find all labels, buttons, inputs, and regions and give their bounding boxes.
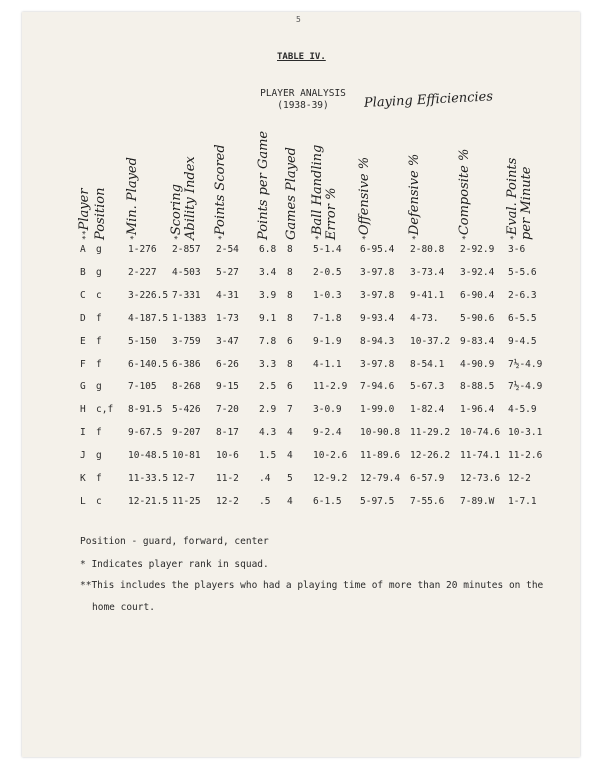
cell-defensive: 11-29.2 (410, 427, 451, 439)
cell-offensive: 9-93.4 (360, 312, 395, 324)
cell-ball: 12-9.2 (313, 473, 348, 484)
page-number: 5 (296, 15, 301, 24)
cell-min_played: 12-21.5 (128, 495, 169, 507)
cell-player: C (80, 289, 86, 301)
cell-offensive: 8-94.3 (360, 335, 395, 347)
cell-eval: 5-5.6 (508, 266, 537, 278)
cell-games: 8 (287, 312, 293, 324)
cell-ppg: 2.5 (259, 381, 277, 393)
cell-scoring: 1-1383 (172, 312, 207, 324)
column-header-marker: * (509, 235, 518, 240)
cell-scoring: 9-207 (172, 427, 201, 439)
cell-offensive: 3-97.8 (360, 358, 395, 370)
cell-position: g (96, 244, 102, 255)
column-header-label: Games Played (284, 147, 299, 240)
column-header-min_played (126, 157, 140, 240)
cell-games: 6 (287, 381, 293, 393)
table-subtitle (254, 88, 352, 112)
cell-ppg: 2.9 (259, 404, 277, 416)
cell-scoring: 8-268 (172, 381, 201, 393)
column-header-label: Offensive % (357, 156, 372, 236)
column-header-position (94, 188, 107, 240)
cell-games: 7 (287, 404, 293, 416)
cell-defensive: 5-67.3 (410, 381, 445, 393)
cell-games: 8 (287, 266, 293, 278)
cell-eval: 1-7.1 (508, 495, 537, 507)
cell-games: 5 (287, 473, 293, 484)
cell-player: F (80, 358, 86, 370)
cell-ball: 5-1.4 (313, 244, 342, 255)
cell-composite: 7-89.W (460, 495, 495, 507)
cell-player: K (80, 473, 86, 484)
cell-player: E (80, 335, 86, 347)
cell-ball: 2-0.5 (313, 266, 342, 278)
cell-offensive: 1-99.0 (360, 404, 395, 416)
cell-points: 3-47 (216, 335, 239, 347)
cell-eval: 6-5.5 (508, 312, 537, 324)
cell-games: 8 (287, 289, 293, 301)
cell-composite: 12-73.6 (460, 473, 501, 484)
cell-min_played: 4-187.5 (128, 312, 169, 324)
column-header-points (214, 144, 228, 240)
column-header-label: Composite % (457, 148, 472, 236)
cell-defensive: 10-37.2 (410, 335, 451, 347)
cell-position: f (96, 427, 102, 439)
cell-defensive: 1-82.4 (410, 404, 445, 416)
column-header-player (78, 188, 92, 240)
cell-ppg: 6.8 (259, 244, 277, 255)
document-page (22, 12, 580, 757)
cell-offensive: 12-79.4 (360, 473, 401, 484)
column-header-composite (458, 149, 472, 240)
cell-points: 9-15 (216, 381, 239, 393)
cell-ball: 3-0.9 (313, 404, 342, 416)
cell-position: c (96, 495, 102, 507)
cell-scoring: 11-25 (172, 495, 201, 507)
cell-ball: 11-2.9 (313, 381, 348, 393)
cell-composite: 9-83.4 (460, 335, 495, 347)
cell-offensive: 3-97.8 (360, 289, 395, 301)
cell-ball: 7-1.8 (313, 312, 342, 324)
cell-composite: 5-90.6 (460, 312, 495, 324)
cell-scoring: 3-759 (172, 335, 201, 347)
cell-scoring: 2-857 (172, 244, 201, 255)
cell-games: 4 (287, 495, 293, 507)
cell-position: f (96, 473, 102, 484)
cell-points: 7-20 (216, 404, 239, 416)
cell-eval: 2-6.3 (508, 289, 537, 301)
column-header-label: Eval. Points (505, 157, 520, 236)
cell-ppg: 7.8 (259, 335, 277, 347)
column-header-label: Points per Game (256, 130, 271, 240)
cell-games: 4 (287, 427, 293, 439)
cell-games: 8 (287, 244, 293, 255)
cell-position: g (96, 450, 102, 462)
cell-defensive: 9-41.1 (410, 289, 445, 301)
column-header-ppg (257, 131, 270, 240)
cell-ppg: 3.9 (259, 289, 277, 301)
cell-eval: 7½-4.9 (508, 381, 543, 393)
cell-eval: 4-5.9 (508, 404, 537, 416)
column-header-marker: * (461, 235, 470, 240)
cell-min_played: 10-48.5 (128, 450, 169, 462)
cell-defensive: 4-73. (410, 312, 439, 324)
cell-player: G (80, 381, 86, 393)
cell-defensive: 2-80.8 (410, 244, 445, 255)
cell-scoring: 7-331 (172, 289, 201, 301)
cell-points: 8-17 (216, 427, 239, 439)
cell-min_played: 11-33.5 (128, 473, 169, 484)
cell-min_played: 1-276 (128, 244, 157, 255)
cell-player: J (80, 450, 86, 462)
note-position-key: Position - guard, forward, center (80, 536, 269, 547)
cell-games: 4 (287, 450, 293, 462)
column-header-label: Player (77, 188, 92, 231)
column-header-eval (506, 158, 533, 240)
cell-defensive: 6-57.9 (410, 473, 445, 484)
cell-points: 11-2 (216, 473, 239, 484)
column-header-marker: * (217, 235, 226, 240)
cell-min_played: 8-91.5 (128, 404, 163, 416)
cell-points: 10-6 (216, 450, 239, 462)
cell-games: 8 (287, 358, 293, 370)
cell-scoring: 6-386 (172, 358, 201, 370)
cell-points: 1-73 (216, 312, 239, 324)
column-header-label: Position (93, 187, 108, 240)
cell-composite: 11-74.1 (460, 450, 501, 462)
cell-min_played: 3-226.5 (128, 289, 169, 301)
cell-player: A (80, 244, 86, 255)
cell-ball: 4-1.1 (313, 358, 342, 370)
column-header-marker: * (361, 235, 370, 240)
cell-ball: 1-0.3 (313, 289, 342, 301)
cell-ppg: 3.4 (259, 266, 277, 278)
column-header-label: Error % (324, 187, 339, 240)
cell-offensive: 10-90.8 (360, 427, 401, 439)
cell-composite: 10-74.6 (460, 427, 501, 439)
cell-points: 6-26 (216, 358, 239, 370)
cell-offensive: 7-94.6 (360, 381, 395, 393)
cell-position: c (96, 289, 102, 301)
cell-eval: 9-4.5 (508, 335, 537, 347)
cell-offensive: 5-97.5 (360, 495, 395, 507)
cell-scoring: 5-426 (172, 404, 201, 416)
cell-ppg: 4.3 (259, 427, 277, 439)
cell-ball: 10-2.6 (313, 450, 348, 462)
column-header-offensive (358, 157, 372, 240)
note-rank: * Indicates player rank in squad. (80, 559, 269, 570)
column-header-ball (311, 145, 338, 240)
cell-player: B (80, 266, 86, 278)
column-header-marker: * (173, 235, 182, 240)
cell-eval: 3-6 (508, 244, 526, 255)
cell-defensive: 3-73.4 (410, 266, 445, 278)
cell-composite: 8-88.5 (460, 381, 495, 393)
column-header-label: Scoring (169, 184, 184, 236)
column-header-label: Ability Index (183, 156, 198, 240)
cell-composite: 1-96.4 (460, 404, 495, 416)
column-header-marker: * (129, 235, 138, 240)
cell-defensive: 12-26.2 (410, 450, 451, 462)
cell-position: g (96, 381, 102, 393)
cell-min_played: 7-105 (128, 381, 157, 393)
column-header-label: Min. Played (125, 157, 140, 236)
cell-min_played: 5-150 (128, 335, 157, 347)
column-header-defensive (408, 154, 422, 240)
cell-ppg: .5 (259, 495, 271, 507)
column-header-label: Ball Handling (310, 144, 325, 236)
cell-position: c,f (96, 404, 114, 416)
cell-defensive: 8-54.1 (410, 358, 445, 370)
cell-ppg: 9.1 (259, 312, 277, 324)
column-header-marker: * (411, 235, 420, 240)
cell-composite: 2-92.9 (460, 244, 495, 255)
cell-points: 2-54 (216, 244, 239, 255)
cell-defensive: 7-55.6 (410, 495, 445, 507)
cell-position: f (96, 312, 102, 324)
column-header-scoring (170, 156, 197, 240)
cell-points: 12-2 (216, 495, 239, 507)
column-header-games (285, 147, 298, 240)
cell-composite: 4-90.9 (460, 358, 495, 370)
cell-player: L (80, 495, 86, 507)
cell-ball: 9-1.9 (313, 335, 342, 347)
cell-player: I (80, 427, 86, 439)
cell-offensive: 11-89.6 (360, 450, 401, 462)
cell-games: 6 (287, 335, 293, 347)
cell-points: 5-27 (216, 266, 239, 278)
cell-offensive: 3-97.8 (360, 266, 395, 278)
cell-points: 4-31 (216, 289, 239, 301)
cell-min_played: 9-67.5 (128, 427, 163, 439)
cell-composite: 3-92.4 (460, 266, 495, 278)
cell-scoring: 10-81 (172, 450, 201, 462)
cell-ball: 9-2.4 (313, 427, 342, 439)
note-home-court: home court. (92, 602, 155, 613)
cell-player: D (80, 312, 86, 324)
cell-position: g (96, 266, 102, 278)
cell-eval: 12-2 (508, 473, 531, 484)
cell-scoring: 12-7 (172, 473, 195, 484)
handwritten-heading: Playing Efficiencies (363, 89, 494, 111)
cell-scoring: 4-503 (172, 266, 201, 278)
cell-min_played: 6-140.5 (128, 358, 169, 370)
cell-ball: 6-1.5 (313, 495, 342, 507)
column-header-label: Defensive % (407, 153, 422, 236)
column-header-marker: * (314, 235, 323, 240)
cell-ppg: 3.3 (259, 358, 277, 370)
note-playing-time: **This includes the players who had a playing time of more than 20 minutes on the (80, 580, 544, 591)
cell-ppg: .4 (259, 473, 271, 484)
column-header-label: Points Scored (213, 144, 228, 236)
cell-position: f (96, 335, 102, 347)
cell-position: f (96, 358, 102, 370)
cell-player: H (80, 404, 86, 416)
cell-ppg: 1.5 (259, 450, 277, 462)
cell-composite: 6-90.4 (460, 289, 495, 301)
table-title: TABLE IV. (277, 52, 326, 62)
cell-eval: 11-2.6 (508, 450, 543, 462)
cell-offensive: 6-95.4 (360, 244, 395, 255)
subtitle-line-2: (1938-39) (277, 100, 329, 111)
cell-eval: 7½-4.9 (508, 358, 543, 370)
cell-eval: 10-3.1 (508, 427, 543, 439)
subtitle-line-1: PLAYER ANALYSIS (260, 88, 346, 99)
cell-min_played: 2-227 (128, 266, 157, 278)
column-header-marker: ** (81, 230, 90, 240)
column-header-label: per Minute (519, 166, 534, 240)
